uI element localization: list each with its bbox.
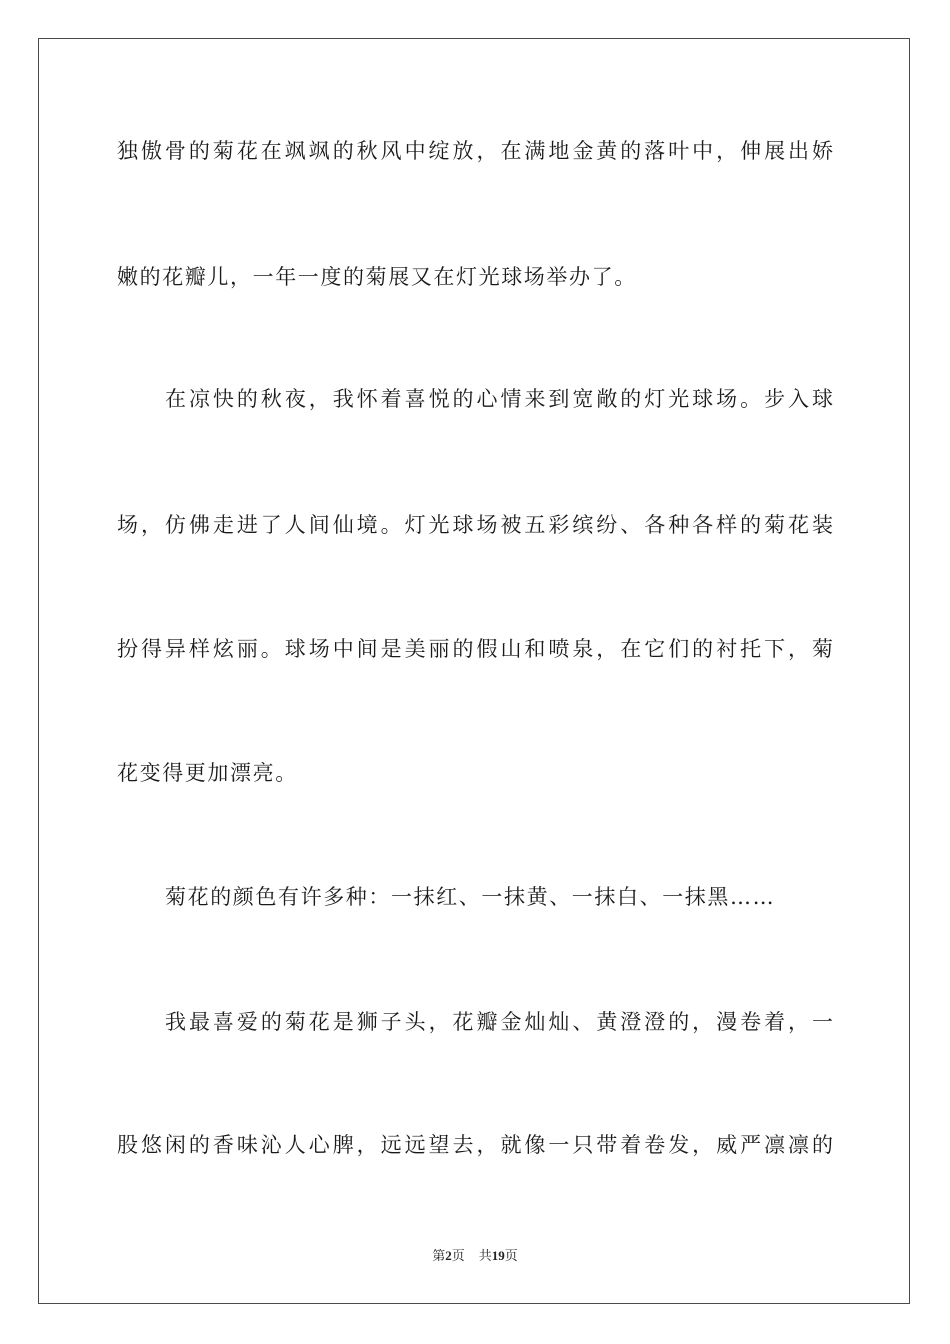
page-footer — [0, 1247, 950, 1265]
text-line-7: 菊花的颜色有许多种：一抹红、一抹黄、一抹白、一抹黑…… — [165, 885, 776, 909]
page-suffix: 页 — [451, 1248, 465, 1263]
text-line-6: 花变得更加漂亮。 — [117, 761, 298, 785]
total-prefix: 共 — [478, 1248, 492, 1263]
page-border — [38, 38, 910, 1304]
text-line-1: 独傲骨的菊花在飒飒的秋风中绽放，在满地金黄的落叶中，伸展出娇 — [117, 139, 833, 163]
text-line-3: 在凉快的秋夜，我怀着喜悦的心情来到宽敞的灯光球场。步入球 — [165, 387, 833, 411]
text-line-8: 我最喜爱的菊花是狮子头，花瓣金灿灿、黄澄澄的，漫卷着，一 — [165, 1010, 833, 1034]
text-line-4: 场，仿佛走进了人间仙境。灯光球场被五彩缤纷、各种各样的菊花装 — [117, 513, 833, 537]
page-prefix: 第 — [432, 1248, 446, 1263]
total-pages: 19 — [491, 1248, 505, 1263]
text-line-5: 扮得异样炫丽。球场中间是美丽的假山和喷泉，在它们的衬托下，菊 — [117, 637, 833, 661]
text-line-2: 嫩的花瓣儿，一年一度的菊展又在灯光球场举办了。 — [117, 265, 637, 289]
total-suffix: 页 — [504, 1248, 518, 1263]
page-number: 2 — [445, 1248, 452, 1263]
text-line-9: 股悠闲的香味沁人心脾，远远望去，就像一只带着卷发，威严凛凛的 — [117, 1133, 833, 1157]
